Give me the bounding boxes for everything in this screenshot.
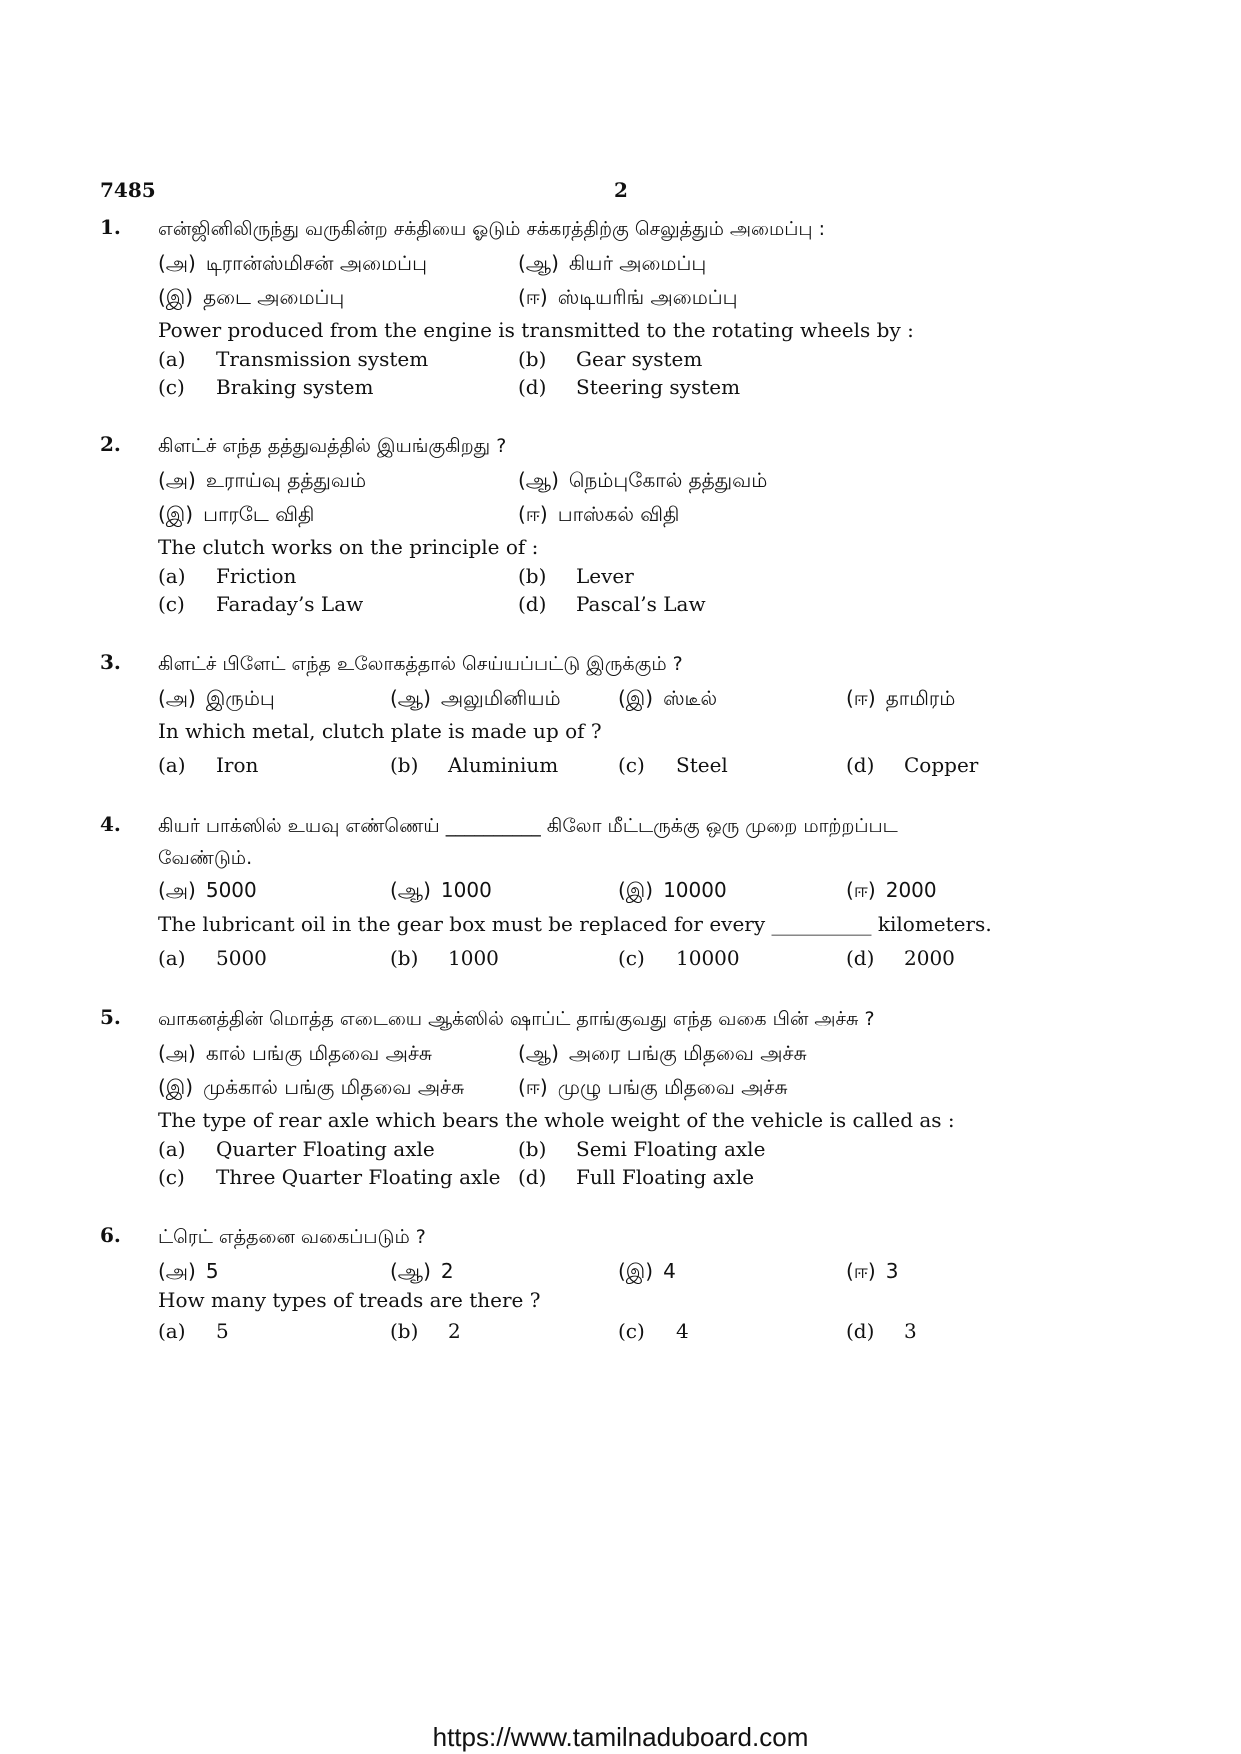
tamil-option: (ஈ) தாமிரம் xyxy=(846,686,956,710)
english-option: (c) 10000 xyxy=(618,946,740,970)
english-option: (d) 3 xyxy=(846,1319,917,1343)
english-option: (b) Aluminium xyxy=(390,753,559,777)
tamil-option: (இ) 10000 xyxy=(618,878,727,902)
english-option: (d) Steering system xyxy=(518,375,741,399)
english-question: How many types of treads are there ? xyxy=(158,1288,541,1312)
english-option: (d) Pascal’s Law xyxy=(518,592,706,616)
tamil-option: (ஆ) கியர் அமைப்பு xyxy=(518,251,707,275)
english-option: (b) 2 xyxy=(390,1319,461,1343)
tamil-option: (ஆ) 1000 xyxy=(390,878,492,902)
tamil-option: (இ) 4 xyxy=(618,1259,676,1283)
english-option: (c) Three Quarter Floating axle xyxy=(158,1165,501,1189)
english-option: (b) Lever xyxy=(518,564,634,588)
tamil-option: (ஈ) பாஸ்கல் விதி xyxy=(518,502,680,526)
question-number: 1. xyxy=(100,215,121,239)
tamil-option: (அ) டிரான்ஸ்மிசன் அமைப்பு xyxy=(158,251,427,275)
question-number: 3. xyxy=(100,650,121,674)
tamil-option: (அ) 5 xyxy=(158,1259,219,1283)
english-option: (d) 2000 xyxy=(846,946,955,970)
paper-code: 7485 xyxy=(100,178,156,202)
tamil-question: கிளட்ச் பிளேட் எந்த உலோகத்தால் செய்யப்பட்டு இருக்கும் ? xyxy=(158,653,683,675)
english-option: (b) 1000 xyxy=(390,946,499,970)
page-number: 2 xyxy=(614,178,628,202)
english-option: (a) Transmission system xyxy=(158,347,429,371)
tamil-option: (ஈ) ஸ்டியரிங் அமைப்பு xyxy=(518,285,738,309)
tamil-question: கியர் பாக்ஸில் உயவு எண்ணெய் __________ கிலோ மீட்டருக்கு ஒரு முறை மாற்றப்பட xyxy=(158,815,898,837)
tamil-option: (இ) தடை அமைப்பு xyxy=(158,285,345,309)
tamil-question: என்ஜினிலிருந்து வருகின்ற சக்தியை ஓடும் சக்கரத்திற்கு செலுத்தும் அமைப்பு : xyxy=(158,218,825,240)
english-option: (b) Gear system xyxy=(518,347,703,371)
english-question: Power produced from the engine is transmitted to the rotating wheels by : xyxy=(158,318,914,342)
tamil-question: வாகனத்தின் மொத்த எடையை ஆக்ஸில் ஷாப்ட் தாங்குவது எந்த வகை பின் அச்சு ? xyxy=(158,1008,875,1030)
english-option: (a) 5 xyxy=(158,1319,229,1343)
english-option: (a) 5000 xyxy=(158,946,267,970)
english-question: The type of rear axle which bears the whole weight of the vehicle is called as : xyxy=(158,1108,955,1132)
tamil-question-continued: வேண்டும். xyxy=(158,847,253,869)
question-number: 5. xyxy=(100,1005,121,1029)
tamil-option: (இ) பாரடே விதி xyxy=(158,502,315,526)
tamil-question: கிளட்ச் எந்த தத்துவத்தில் இயங்குகிறது ? xyxy=(158,435,507,457)
english-question: The clutch works on the principle of : xyxy=(158,535,539,559)
english-option: (c) Faraday’s Law xyxy=(158,592,364,616)
english-option: (c) 4 xyxy=(618,1319,689,1343)
english-option: (d) Copper xyxy=(846,753,979,777)
tamil-option: (இ) முக்கால் பங்கு மிதவை அச்சு xyxy=(158,1075,465,1099)
english-option: (a) Friction xyxy=(158,564,297,588)
english-option: (a) Iron xyxy=(158,753,259,777)
tamil-option: (அ) 5000 xyxy=(158,878,257,902)
question-number: 6. xyxy=(100,1223,121,1247)
tamil-option: (இ) ஸ்டீல் xyxy=(618,686,718,710)
english-option: (a) Quarter Floating axle xyxy=(158,1137,435,1161)
english-option: (b) Semi Floating axle xyxy=(518,1137,766,1161)
question-number: 2. xyxy=(100,432,121,456)
tamil-option: (ஈ) 2000 xyxy=(846,878,937,902)
english-question: The lubricant oil in the gear box must be replaced for every __________ kilometers. xyxy=(158,912,992,936)
footer-url: https://www.tamilnaduboard.com xyxy=(432,1722,809,1752)
tamil-option: (ஆ) அலுமினியம் xyxy=(390,686,561,710)
english-option: (c) Braking system xyxy=(158,375,374,399)
english-option: (c) Steel xyxy=(618,753,728,777)
english-question: In which metal, clutch plate is made up of ? xyxy=(158,719,602,743)
tamil-option: (அ) உராய்வு தத்துவம் xyxy=(158,468,367,492)
tamil-question: ட்ரெட் எத்தனை வகைப்படும் ? xyxy=(158,1226,426,1248)
tamil-option: (ஆ) நெம்புகோல் தத்துவம் xyxy=(518,468,768,492)
english-option: (d) Full Floating axle xyxy=(518,1165,755,1189)
tamil-option: (ஆ) அரை பங்கு மிதவை அச்சு xyxy=(518,1041,807,1065)
page-header xyxy=(100,178,1140,208)
question-number: 4. xyxy=(100,812,121,836)
tamil-option: (ஆ) 2 xyxy=(390,1259,454,1283)
tamil-option: (ஈ) முழு பங்கு மிதவை அச்சு xyxy=(518,1075,788,1099)
tamil-option: (அ) இரும்பு xyxy=(158,686,275,710)
tamil-option: (அ) கால் பங்கு மிதவை அச்சு xyxy=(158,1041,432,1065)
tamil-option: (ஈ) 3 xyxy=(846,1259,899,1283)
